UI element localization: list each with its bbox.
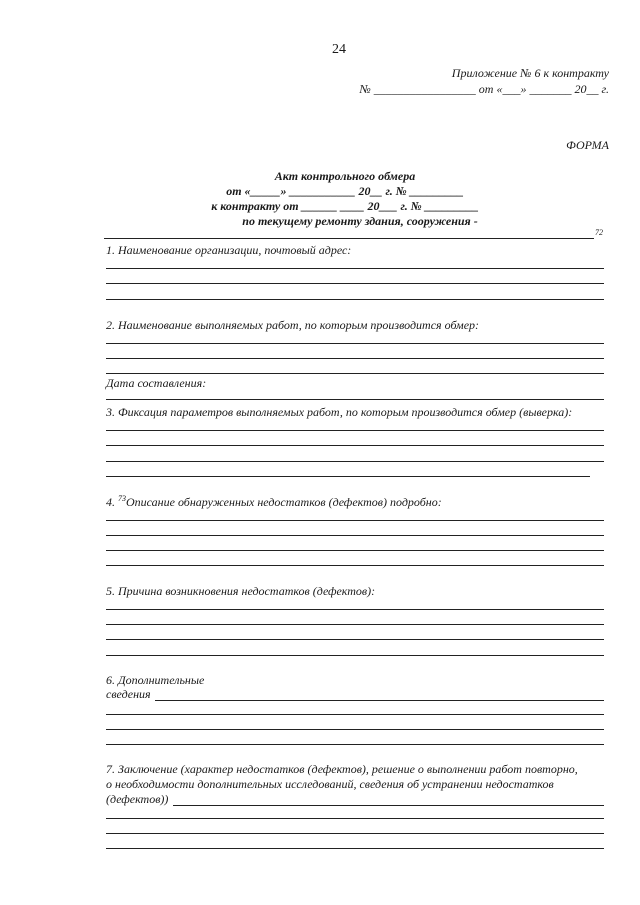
fill-line [106, 535, 604, 536]
fill-line [106, 818, 604, 819]
act-subject: по текущему ремонту здания, сооружения - [242, 214, 478, 228]
page-number: 24 [332, 42, 346, 57]
fill-line [106, 430, 604, 431]
fill-line [106, 624, 604, 625]
section-7-line-2: о необходимости дополнительных исследований, сведения об устранении недостатков [106, 777, 554, 791]
appendix-line-2: № _________________ от «___» _______ 20__ г. [359, 82, 609, 96]
fill-line [106, 520, 604, 521]
fill-line [106, 268, 604, 269]
fill-line [106, 833, 604, 834]
fill-line [173, 805, 604, 806]
fill-line [106, 299, 604, 300]
fill-line [106, 744, 604, 745]
section-7-line-1: 7. Заключение (характер недостатков (дефектов), решение о выполнении работ повторно, [106, 762, 578, 776]
fill-line [106, 283, 604, 284]
fill-line [106, 358, 604, 359]
subject-fill-line [104, 238, 594, 239]
section-2-heading: 2. Наименование выполняемых работ, по которым производится обмер: [106, 318, 480, 332]
fill-line [106, 461, 604, 462]
fill-line [106, 714, 604, 715]
fill-line [106, 476, 590, 477]
section-4-number: 4. [106, 495, 118, 509]
footnote-73: 73 [118, 494, 126, 503]
act-contract-ref: к контракту от ______ ____ 20___ г. № _________ [211, 199, 479, 213]
fill-line [106, 565, 604, 566]
footnote-72: 72 [595, 228, 603, 237]
fill-line [106, 639, 604, 640]
date-label: Дата составления: [106, 376, 207, 390]
fill-line [106, 848, 604, 849]
fill-line [106, 373, 604, 374]
section-1-heading: 1. Наименование организации, почтовый адрес: [106, 243, 352, 257]
section-4-heading [106, 494, 442, 510]
section-7-line-3: (дефектов)) [106, 792, 169, 806]
appendix-line-1: Приложение № 6 к контракту [451, 66, 609, 80]
fill-line [106, 445, 604, 446]
act-date-number: от «_____» ___________ 20__ г. № _________ [226, 184, 464, 198]
section-5-heading: 5. Причина возникновения недостатков (дефектов): [106, 584, 376, 598]
fill-line [106, 609, 604, 610]
section-4-text: Описание обнаруженных недостатков (дефектов) подробно: [126, 495, 442, 509]
fill-line [106, 550, 604, 551]
fill-line [106, 655, 604, 656]
fill-line [106, 399, 604, 400]
section-6-subheading: сведения [106, 687, 151, 701]
section-6-heading: 6. Дополнительные [106, 673, 205, 687]
fill-line [106, 729, 604, 730]
act-title: Акт контрольного обмера [274, 169, 416, 183]
form-label: ФОРМА [566, 138, 609, 152]
fill-line [106, 343, 604, 344]
fill-line [155, 700, 604, 701]
section-3-heading: 3. Фиксация параметров выполняемых работ, по которым производится обмер (выверка): [106, 405, 573, 419]
